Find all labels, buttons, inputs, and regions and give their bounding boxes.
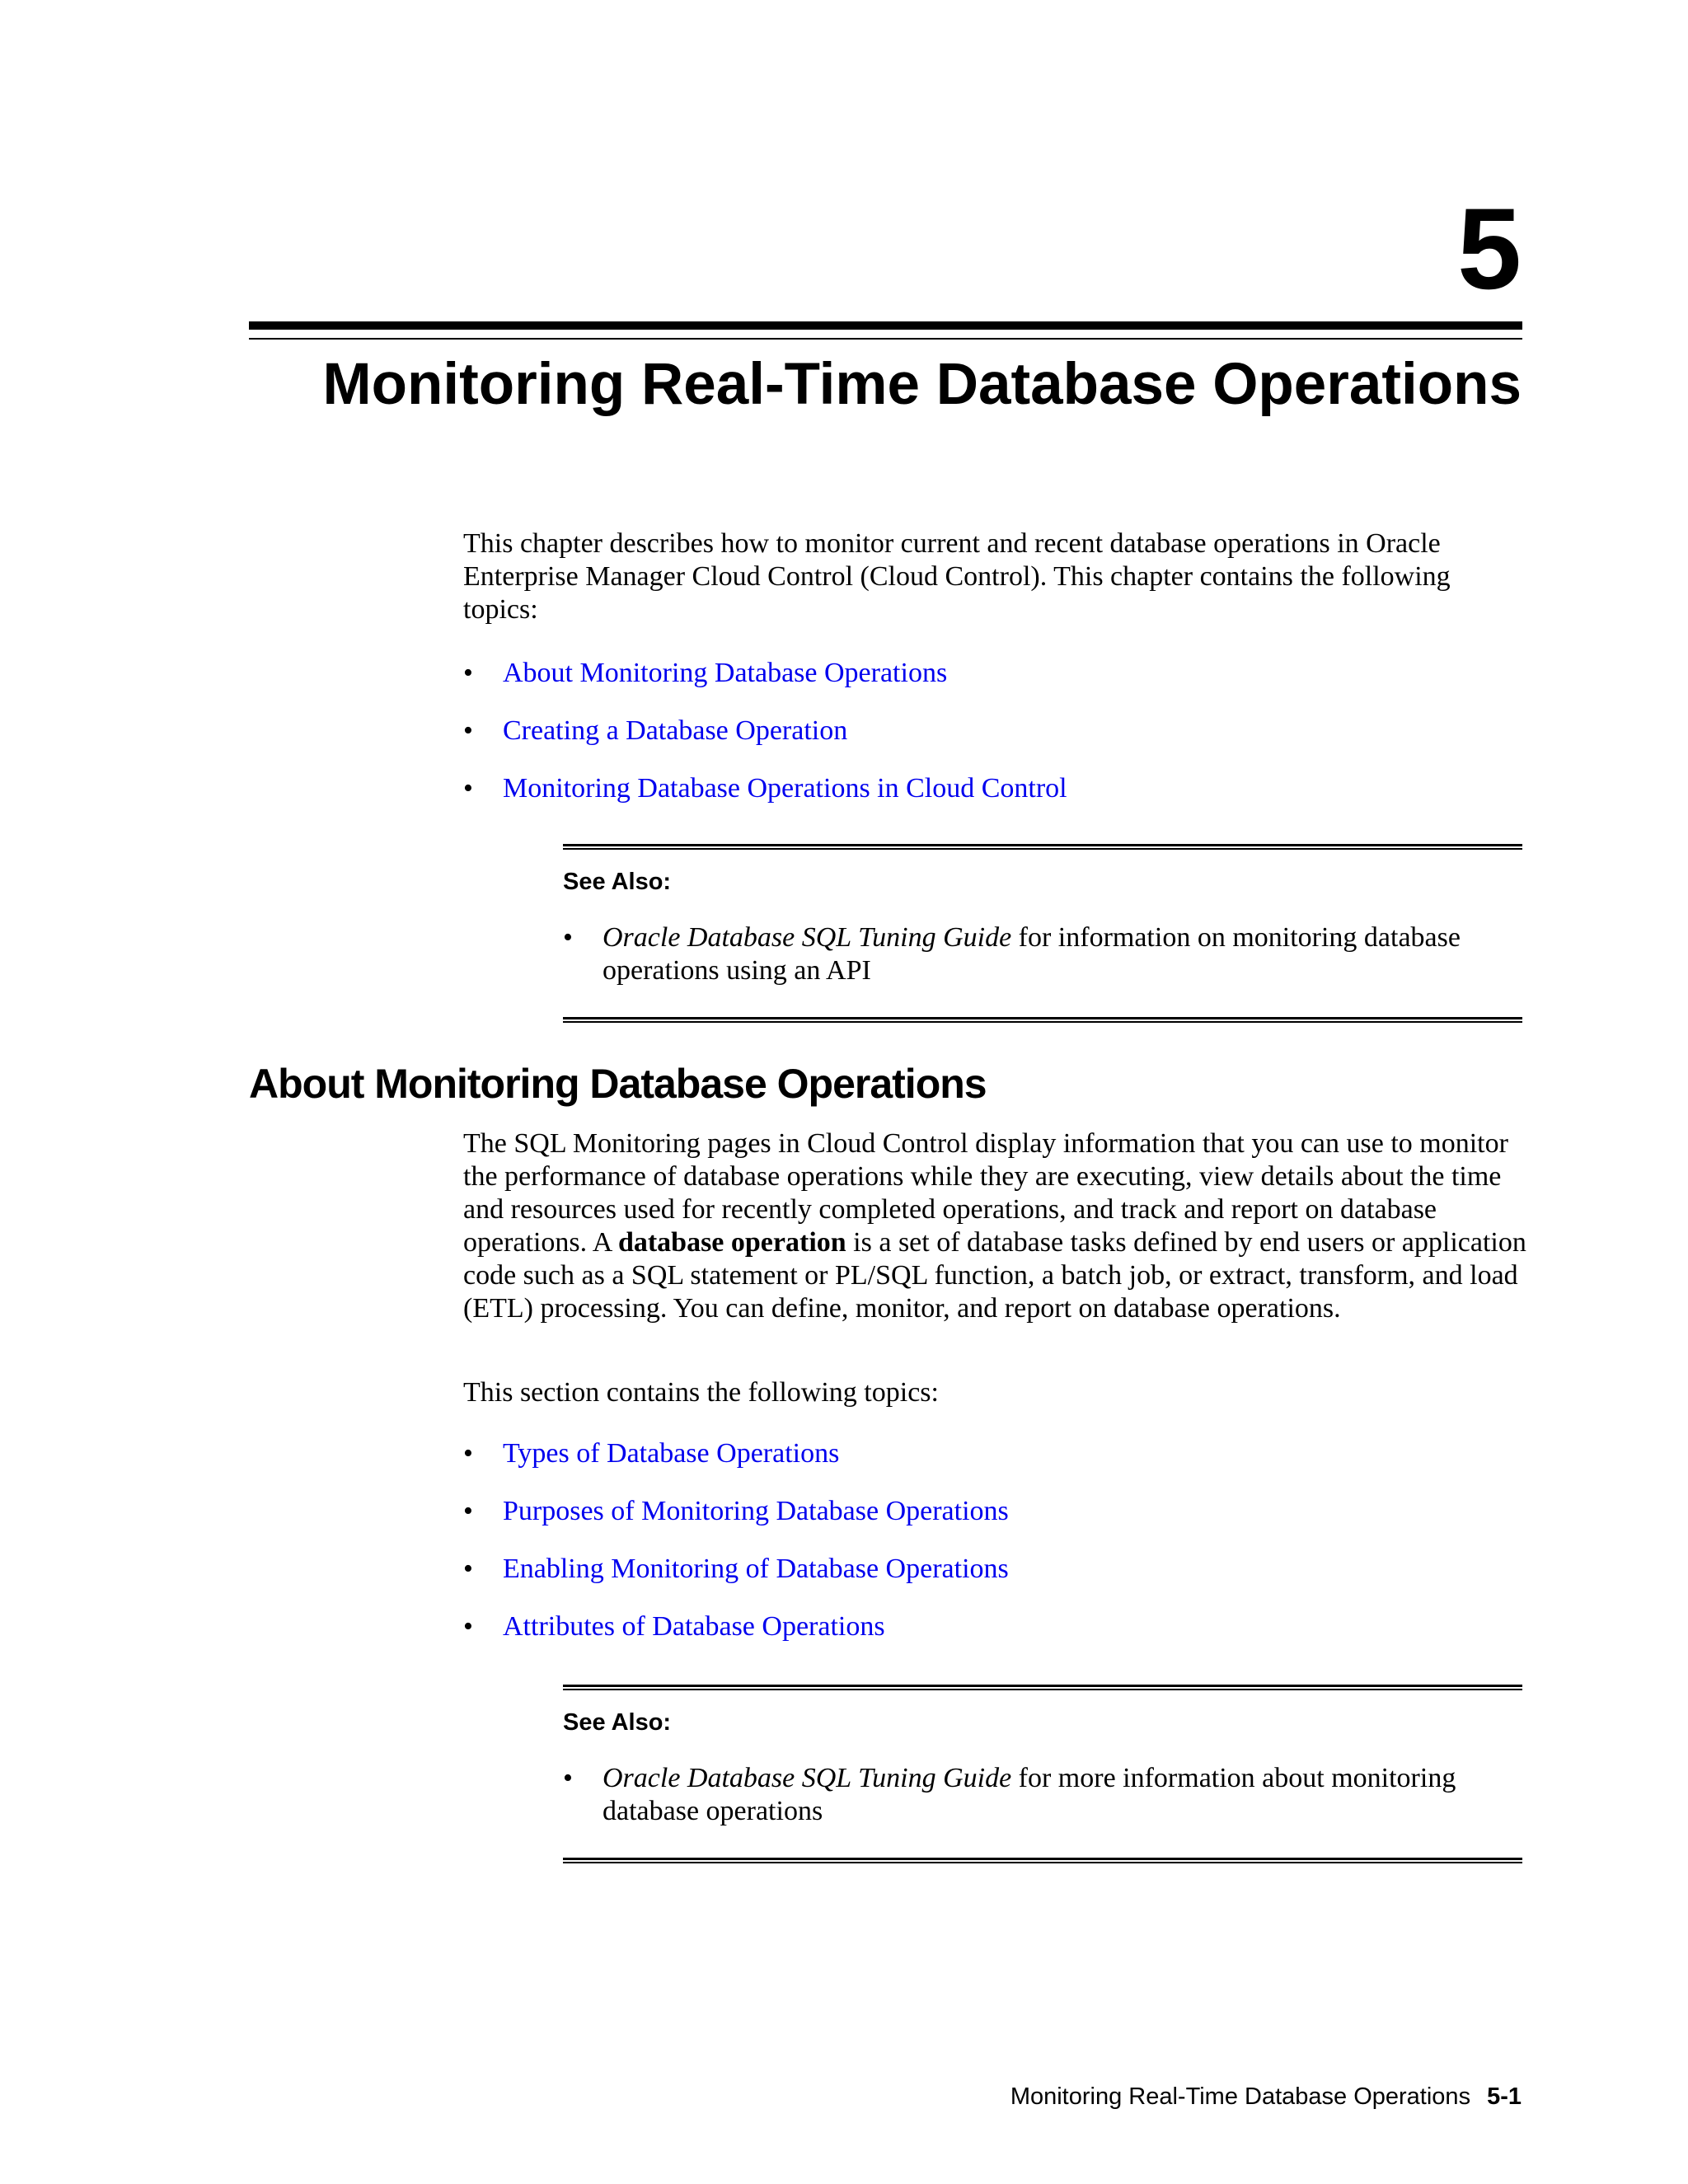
- bullet-icon: •: [563, 922, 573, 953]
- chapter-title: Monitoring Real-Time Database Operations: [322, 352, 1522, 417]
- link-creating-operation[interactable]: Creating a Database Operation: [503, 715, 848, 746]
- bullet-icon: •: [463, 1496, 473, 1526]
- page-number: 5-1: [1487, 2083, 1522, 2110]
- chapter-rule-thin: [249, 338, 1522, 340]
- bullet-icon: •: [463, 658, 473, 688]
- see-also-item: [563, 1762, 1522, 1828]
- see-also-text: for information on monitoring database operations using an API: [603, 922, 1461, 986]
- see-also-item: [563, 921, 1522, 987]
- see-also-rule-bottom: [563, 1017, 1522, 1023]
- bullet-icon: •: [463, 1438, 473, 1469]
- link-purposes-of-monitoring[interactable]: Purposes of Monitoring Database Operations: [503, 1496, 1009, 1526]
- bullet-icon: •: [463, 715, 473, 746]
- link-types-of-operations[interactable]: Types of Database Operations: [503, 1438, 840, 1469]
- list-item: [463, 1437, 1526, 1495]
- see-also-rule-top: [563, 1685, 1522, 1690]
- link-about-monitoring[interactable]: About Monitoring Database Operations: [503, 658, 948, 688]
- section-paragraph: [463, 1127, 1526, 1325]
- section-topic-list: [463, 1437, 1526, 1668]
- see-also-box: [563, 844, 1522, 1025]
- list-item: [463, 1610, 1526, 1668]
- section-heading: About Monitoring Database Operations: [249, 1061, 987, 1107]
- see-also-label: See Also:: [563, 1709, 672, 1736]
- paragraph-text: The SQL Monitoring pages in Cloud Control display information that you can use to monitor the performance of database operations while they are executing, view details about the time and resources used for recently completed operations, and track and report on database operations. A: [463, 1128, 1508, 1258]
- list-item: [463, 772, 1526, 830]
- see-also-rule-bottom: [563, 1858, 1522, 1863]
- link-monitoring-cloud-control[interactable]: Monitoring Database Operations in Cloud Control: [503, 773, 1067, 804]
- list-item: [463, 1553, 1526, 1610]
- paragraph-text: is a set of database tasks defined by end users or application code such as a SQL statement or PL/SQL function, a batch job, or extract, transform, and load (ETL) processing. You can define, monitor, and report on database operations.: [463, 1227, 1526, 1324]
- list-item: [463, 1495, 1526, 1553]
- book-title: Oracle Database SQL Tuning Guide: [603, 1763, 1012, 1793]
- page-footer: [1010, 2083, 1522, 2111]
- see-also-box: [563, 1685, 1522, 1866]
- see-also-rule-top: [563, 844, 1522, 850]
- link-enabling-monitoring[interactable]: Enabling Monitoring of Database Operations: [503, 1554, 1009, 1584]
- term-database-operation: database operation: [617, 1227, 846, 1258]
- intro-paragraph: This chapter describes how to monitor current and recent database operations in Oracle Enterprise Manager Cloud Control (Cloud Control). This chapter contains the following topics:: [463, 528, 1451, 625]
- section-topics-intro: This section contains the following topics:: [463, 1377, 939, 1408]
- bullet-icon: •: [463, 1611, 473, 1642]
- book-title: Oracle Database SQL Tuning Guide: [603, 922, 1012, 953]
- chapter-number: 5: [1457, 184, 1522, 313]
- intro-topic-list: [463, 657, 1526, 830]
- bullet-icon: •: [463, 773, 473, 804]
- see-also-label: See Also:: [563, 869, 672, 895]
- footer-title: Monitoring Real-Time Database Operations: [1010, 2083, 1471, 2110]
- list-item: [463, 657, 1526, 715]
- list-item: [463, 715, 1526, 772]
- see-also-text: for more information about monitoring database operations: [603, 1763, 1456, 1826]
- bullet-icon: •: [463, 1554, 473, 1584]
- link-attributes-of-operations[interactable]: Attributes of Database Operations: [503, 1611, 885, 1642]
- chapter-rule-thick: [249, 321, 1522, 330]
- bullet-icon: •: [563, 1763, 573, 1793]
